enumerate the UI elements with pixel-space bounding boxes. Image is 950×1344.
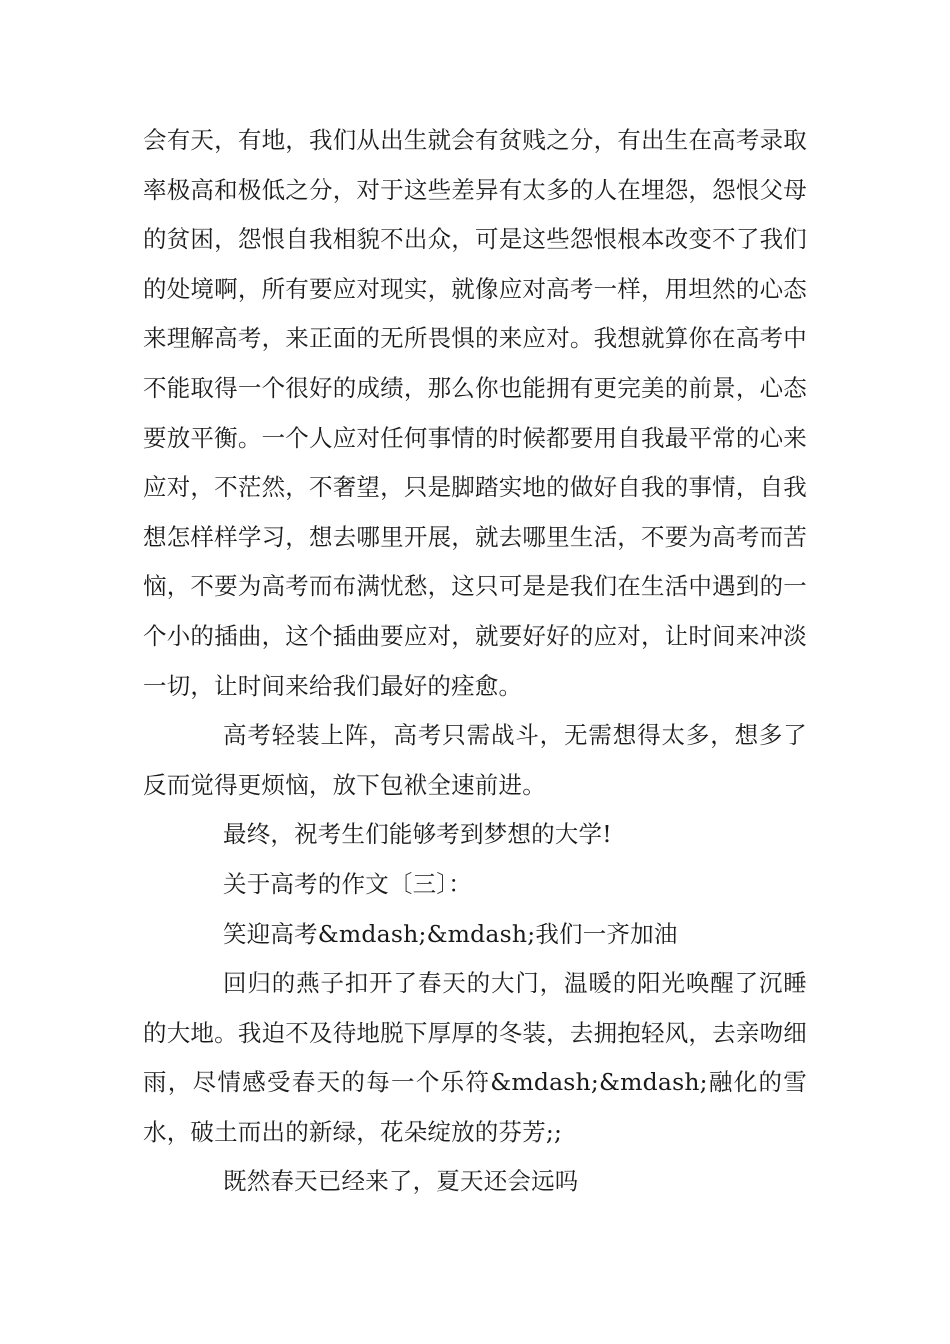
paragraph-7: 既然春天已经来了，夏天还会远吗 (223, 1167, 579, 1196)
document-body (143, 116, 807, 1207)
paragraph-6: 回归的燕子扣开了春天的大门，温暖的阳光唤醒了沉睡的大地。我迫不及待地脱下厚厚的冬装，去拥抱轻风，去亲吻细雨，尽情感受春天的每一个乐符&mdash;&mdash;融化的雪水，破土而出的新绿，花朵绽放的芬芳;; (143, 969, 807, 1146)
paragraph-2: 高考轻装上阵，高考只需战斗，无需想得太多，想多了反而觉得更烦恼，放下包袱全速前进。 (143, 721, 807, 799)
essay-title: 笑迎高考&mdash;&mdash;我们一齐加油 (223, 919, 678, 948)
paragraph-3: 最终，祝考生们能够考到梦想的大学! (223, 820, 612, 849)
paragraph-1: 会有天，有地，我们从出生就会有贫贱之分，有出生在高考录取率极高和极低之分，对于这些差异有太多的人在埋怨，怨恨父母的贫困，怨恨自我相貌不出众，可是这些怨恨根本改变不了我们的处境啊，所有要应对现实，就像应对高考一样，用坦然的心态来理解高考，来正面的无所畏惧的来应对。我想就算你在高考中不能取得一个很好的成绩，那么你也能拥有更完美的前景，心态要放平衡。一个人应对任何事情的时候都要用自我最平常的心来应对，不茫然，不奢望，只是脚踏实地的做好自我的事情，自我想怎样样学习，想去哪里开展，就去哪里生活，不要为高考而苦恼，不要为高考而布满忧愁，这只可是是我们在生活中遇到的一个小的插曲，这个插曲要应对，就要好好的应对，让时间来冲淡一切，让时间来给我们最好的痊愈。 (143, 126, 807, 700)
section-heading: 关于高考的作文〔三〕： (223, 869, 472, 898)
